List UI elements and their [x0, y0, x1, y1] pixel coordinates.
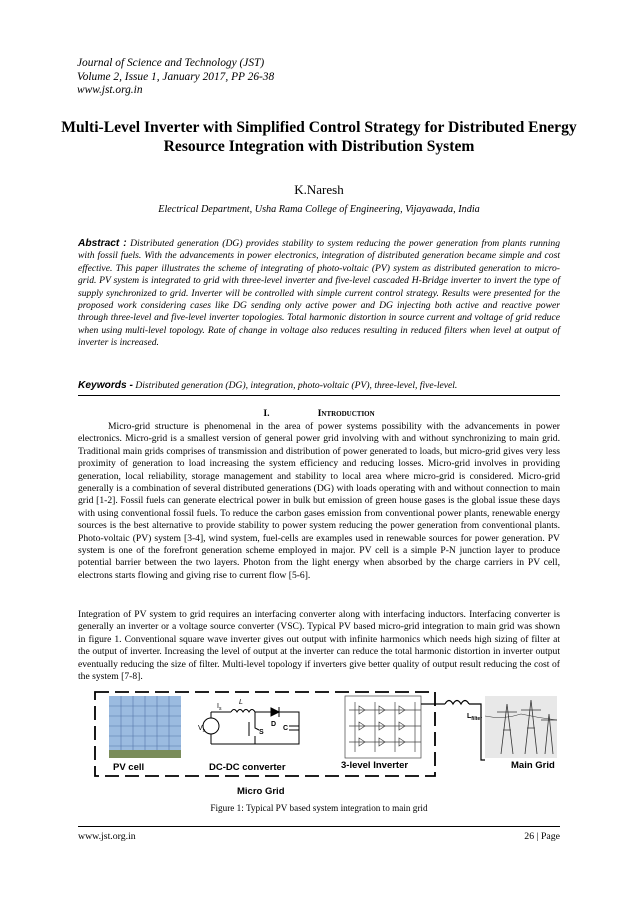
filter-inductor: [421, 701, 485, 761]
abstract-label: Abstract :: [78, 238, 127, 249]
section-number: I.: [263, 408, 270, 419]
s-label: S: [259, 729, 264, 736]
main-grid-image: [485, 696, 557, 758]
keywords-divider: [78, 395, 560, 396]
is-label: $I_s$: [217, 703, 222, 712]
lfilter-label: $L_{filter}$: [467, 713, 483, 722]
body-paragraph-1: Micro-grid structure is phenomenal in the area of power systems possibility with the advancements in power electronics. Micro-grid is a smallest version of general power grid involving with and without synchronizing to main grid. Traditional main grids comprises of transmission and distribution of power generated to loads, but micro-grid gives very less proximity of generation to load increasing the system efficiency and reducing losses. Micro-grid involves in providing generation, local reliability, storage management and stability to local area where micro-grid is considered. Micro-grid generally is a combination of several distributed generations (DG) with loads operating with and without connection to main grid [1-2]. Fossil fuels can generate electrical power in bulk but emission of green house gases is the global issue these days with using conventional fossil fuels. To reduce the carbon gases emission from conventional power plants, renewable energy sources is the best alternative to provide stability to power system reducing the power generation from conventional plants. Photo-voltaic (PV) system [3-4], wind system, fuel-cells are examples used in renewable sources for power generation. PV system is one of the forefront generation scheme employed in major. PV cell is a simple P-N junction layer to produce potential barrier between the two layers. Photon from the light energy when absorbed by the charge carriers in PV cell, electrons starts flowing and giving rise to current flow [5-6].: [78, 421, 560, 581]
figure-1: [93, 690, 561, 798]
vs-label: $V_s$: [198, 725, 206, 734]
l-label: L: [239, 699, 243, 706]
micro-grid-label: Micro Grid: [237, 786, 285, 797]
abstract: [78, 238, 560, 350]
pv-panel-image: [109, 696, 181, 758]
footer-divider: [78, 826, 560, 827]
inverter-label: 3-level Inverter: [341, 760, 409, 771]
footer-page-number: 26 | Page: [524, 831, 560, 842]
figure-diagram: [93, 690, 561, 798]
inverter-circuit: [345, 696, 421, 758]
paper-author: K.Naresh: [294, 182, 344, 197]
keywords-label: Keywords -: [78, 380, 133, 391]
keywords: [78, 380, 560, 391]
figure-caption: Figure 1: Typical PV based system integration to main grid: [210, 803, 428, 813]
c-label: C: [283, 725, 289, 732]
body-paragraph-2: Integration of PV system to grid requires an interfacing converter along with interfacing inductors. Interfacing converter is generally an inverter or a voltage source converter (VSC). Typical PV based micro-grid integration to main grid was shown in figure 1. Conventional square wave inverter gives out output with infinite harmonics which needs high sizing of filter at the output of inverter. Increasing the level of output at the inverter can reduce the total harmonic distortion in inverter output eventually reducing the size of filter. Multi-level topology if inverters give better quality of output result reducing the cost of the system [7-8].: [78, 609, 560, 683]
journal-volume: Volume 2, Issue 1, January 2017, PP 26-38: [77, 70, 275, 83]
journal-website: www.jst.org.in: [77, 84, 143, 97]
journal-header: [77, 57, 274, 98]
main-grid-label: Main Grid: [511, 760, 555, 771]
abstract-text: Distributed generation (DG) provides stability to system reducing the power generation from plants running with fossil fuels. With the advancements in power electronics, integration of distributed generation became simple and cost effective. This paper illustrates the scheme of integrating of photo-voltaic (PV) system as distributed generation to micro-grid. PV system is integrated to grid with three-level inverter and five-level cascaded H-Bridge inverter to invert the type of supply synchronized to grid. Inverter will be controlled with simple current control strategy. Results were presented for the proposed work considering cases like DG sending only active power and DG injecting both active and reactive power through three-level and five-level inverter topologies. Total harmonic distortion in source current and voltage of grid reduce when using multi-level topology. Rate of change in voltage also reduces resulting in reduced filters when level at output of inverter is increased.: [78, 238, 560, 349]
paper-affiliation: Electrical Department, Usha Rama College of Engineering, Vijayawada, India: [158, 204, 480, 215]
footer-website: www.jst.org.in: [78, 831, 136, 842]
pv-cell-label: PV cell: [113, 762, 145, 773]
section-title: Introduction: [317, 408, 375, 419]
paper-title: Multi-Level Inverter with Simplified Control Strategy for Distributed Energy Resource Integration with Distribution System: [61, 119, 577, 156]
section-heading: [0, 408, 638, 419]
keywords-text: Distributed generation (DG), integration, photo-voltaic (PV), three-level, five-level.: [132, 380, 458, 391]
journal-name: Journal of Science and Technology (JST): [77, 57, 265, 69]
d-label: D: [271, 721, 277, 728]
dcdc-label: DC-DC converter: [209, 762, 286, 773]
